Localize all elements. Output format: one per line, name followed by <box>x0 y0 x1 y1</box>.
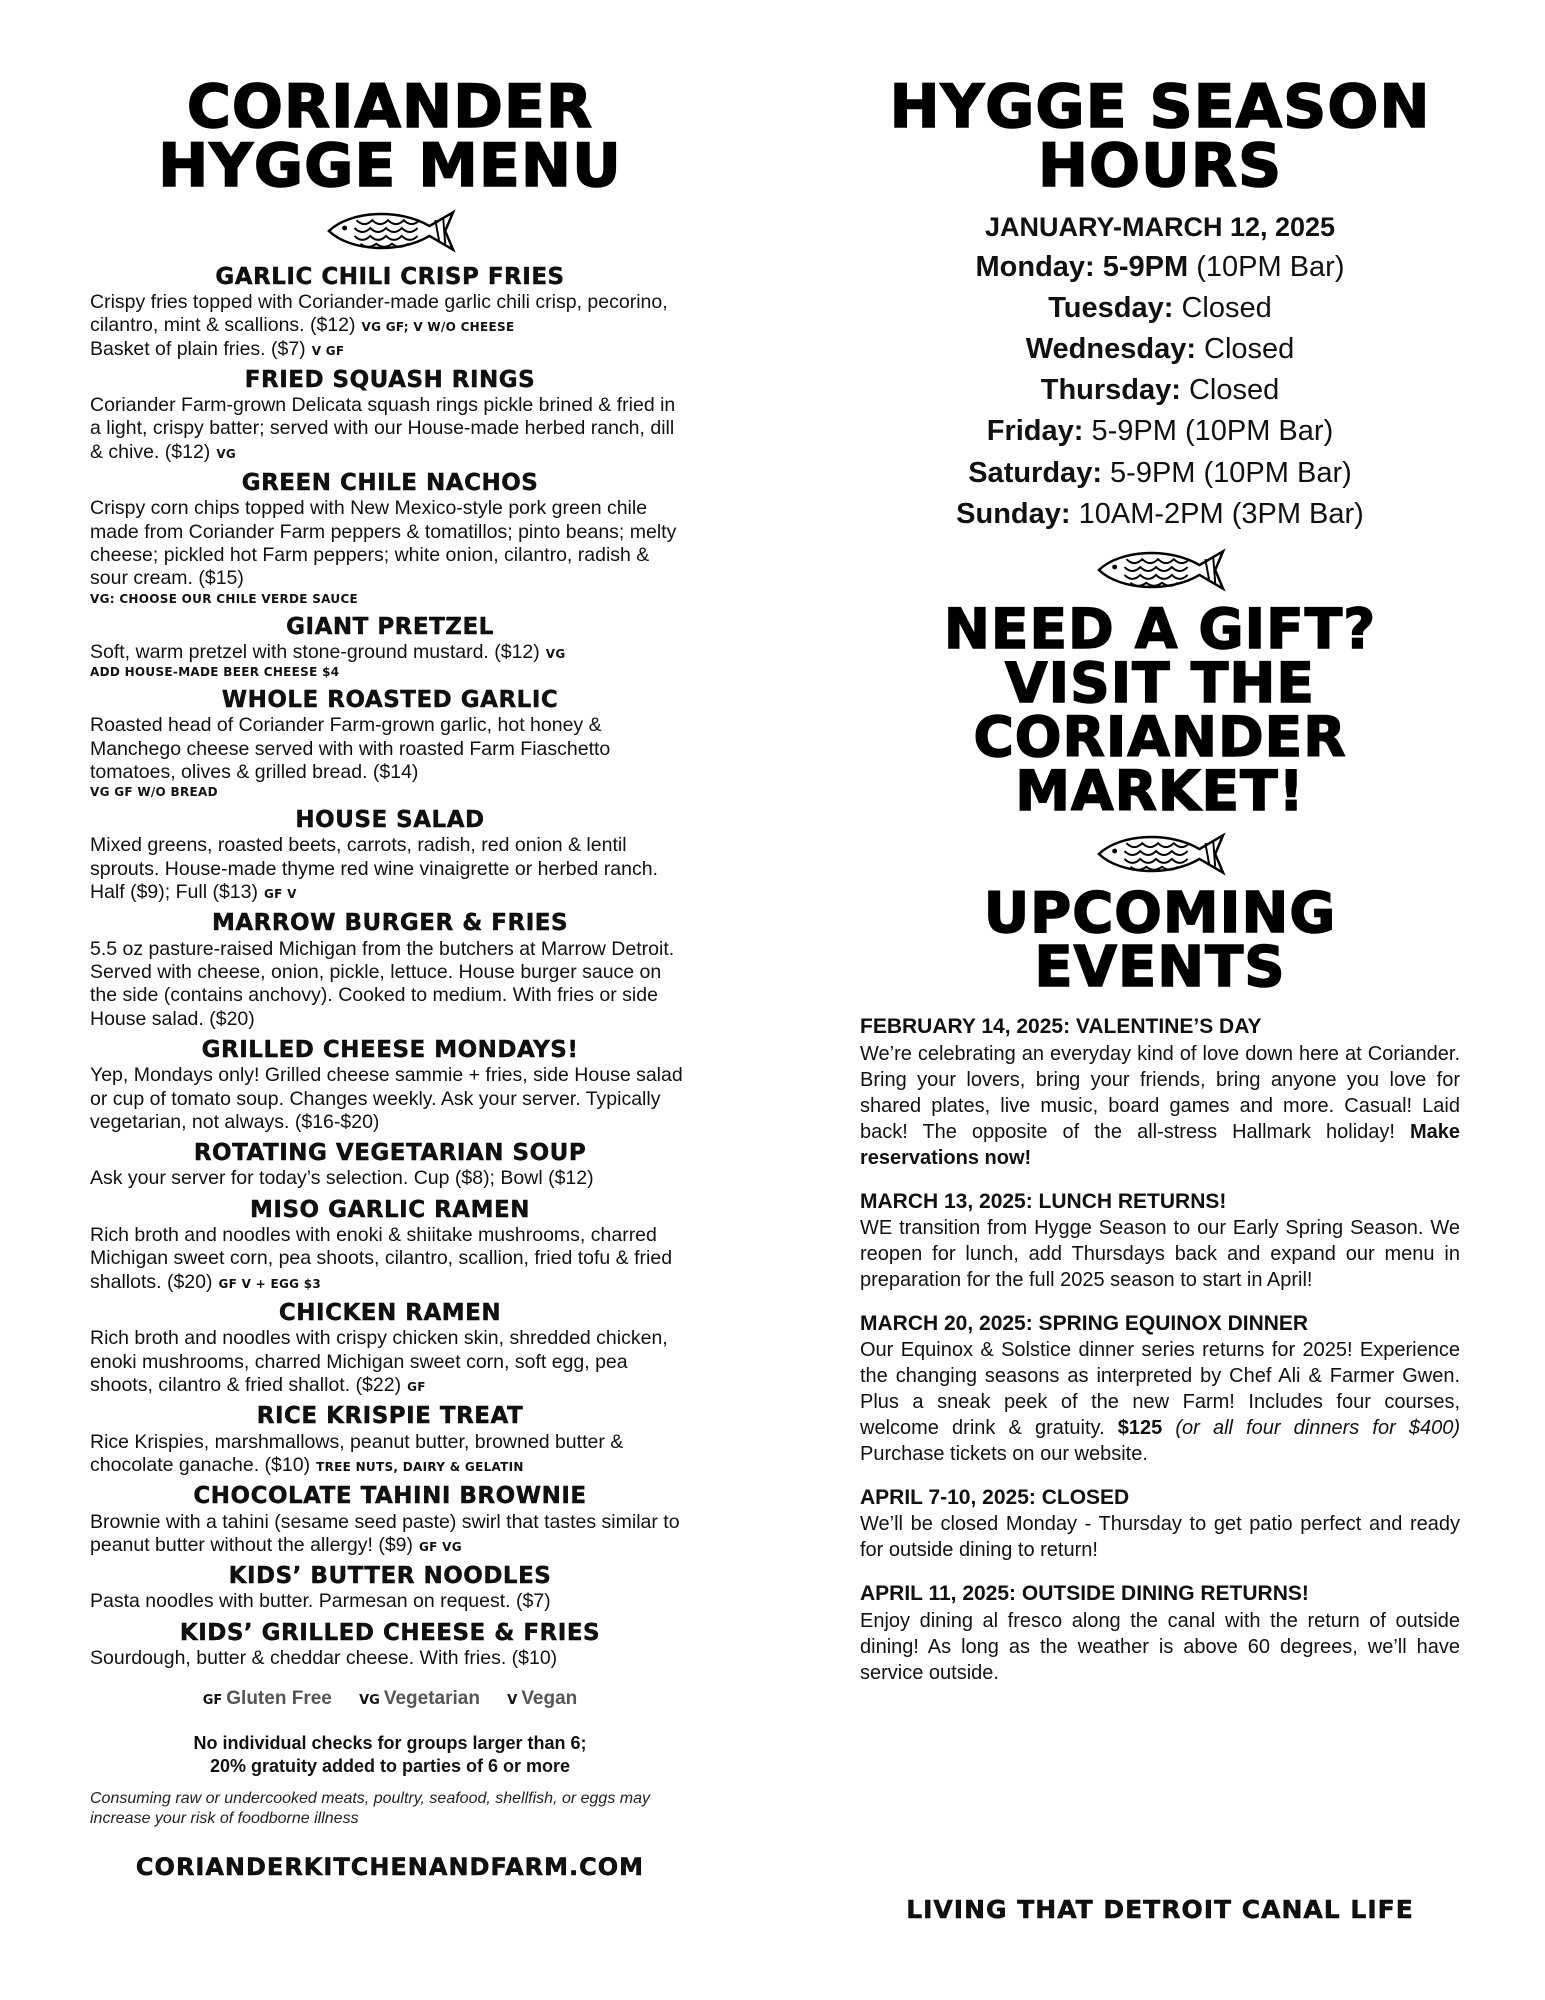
footer-slogan: LIVING THAT DETROIT CANAL LIFE <box>906 1895 1414 1924</box>
menu-item-tag: VG GF; V W/O CHEESE <box>361 320 515 335</box>
menu-item-description: Brownie with a tahini (sesame seed paste) swirl that tastes similar to peanut butter without the allergy! ($9) GF VG <box>90 1510 680 1556</box>
menu-item <box>90 1140 690 1191</box>
menu-item <box>90 367 690 464</box>
event-entry <box>860 1311 1460 1467</box>
hours-block <box>860 208 1460 535</box>
menu-item-description: Ask your server for today’s selection. Cup ($8); Bowl ($12) <box>90 1167 594 1190</box>
menu-item-name: WHOLE ROASTED GARLIC <box>221 686 559 713</box>
menu-item-description: Rich broth and noodles with crispy chicken skin, shredded chicken, enoki mushrooms, charred Michigan sweet corn, soft egg, pea shoots, cilantro & fried shallot. ($22) GF <box>90 1327 668 1397</box>
diet-legend <box>90 1688 690 1710</box>
info-column <box>860 72 1461 1686</box>
event-heading: MARCH 13, 2025: LUNCH RETURNS! <box>860 1189 1227 1213</box>
group-policy: No individual checks for groups larger than 6; 20% gratuity added to parties of 6 or more <box>193 1733 587 1776</box>
event-entry <box>860 1581 1460 1685</box>
fish-icon <box>1091 829 1229 879</box>
menu-item-tag: GF VG <box>419 1539 462 1554</box>
menu-item <box>90 264 690 361</box>
menu-items <box>90 264 690 1671</box>
menu-item-name: GREEN CHILE NACHOS <box>241 470 539 497</box>
legend-vg-label: Vegetarian <box>383 1688 480 1710</box>
fish-icon <box>321 206 459 256</box>
menu-item-description: Yep, Mondays only! Grilled cheese sammie + fries, side House salad or cup of tomato soup. Changes weekly. Ask your server. Typically vegetarian, not always. ($16-$20) <box>90 1064 683 1133</box>
menu-item-name: MARROW BURGER & FRIES <box>211 910 569 937</box>
menu-item-name: GRILLED CHEESE MONDAYS! <box>201 1037 579 1064</box>
menu-item-name: ROTATING VEGETARIAN SOUP <box>193 1140 587 1167</box>
fish-icon <box>1091 545 1229 595</box>
menu-item-name: MISO GARLIC RAMEN <box>250 1196 530 1223</box>
menu-item-description: Crispy corn chips topped with New Mexico-style pork green chile made from Coriander Farm peppers & tomatillos; pinto beans; melty cheese; pickled hot Farm peppers; white onion, cilantro, radish & sour cream. ($15) VG: CHOOSE OUR CHILE VERDE SAUCE <box>90 497 690 607</box>
menu-item-tag: TREE NUTS, DAIRY & GELATIN <box>316 1459 524 1474</box>
events-list <box>860 1014 1460 1685</box>
event-entry <box>860 1189 1460 1293</box>
menu-item-description: Soft, warm pretzel with stone-ground mustard. ($12) VG ADD HOUSE-MADE BEER CHEESE $4 <box>90 641 690 681</box>
menu-item-description: Mixed greens, roasted beets, carrots, radish, red onion & lentil sprouts. House-made thyme red wine vinaigrette or herbed ranch. Half ($9); Full ($13) GF V <box>90 834 658 903</box>
hours-title: HYGGE SEASON HOURS <box>889 72 1431 201</box>
hours-row: Thursday: Closed <box>1040 374 1280 407</box>
legend-gf-abbr: GF <box>202 1693 223 1709</box>
menu-item <box>90 1300 690 1397</box>
menu-item-description: Coriander Farm-grown Delicata squash rings pickle brined & fried in a light, crispy batter; served with our House-made herbed ranch, dill & chive. ($12) VG <box>90 394 676 463</box>
menu-item <box>90 614 690 681</box>
event-description: WE transition from Hygge Season to our Early Spring Season. We reopen for lunch, add Thursdays back and expand our menu in preparation for the full 2025 season to start in April! <box>860 1216 1460 1291</box>
hours-row: Monday: 5-9PM (10PM Bar) <box>975 250 1345 283</box>
menu-item <box>90 1483 690 1557</box>
menu-item-name: GIANT PRETZEL <box>286 613 494 640</box>
legend-vg-abbr: VG <box>359 1693 380 1709</box>
menu-item-tag: VG <box>545 646 566 661</box>
menu-item-tag: GF <box>407 1380 426 1395</box>
menu-item <box>90 1197 690 1294</box>
legend-v-label: Vegan <box>521 1688 578 1710</box>
hours-range: JANUARY-MARCH 12, 2025 <box>984 211 1336 242</box>
event-description: Our Equinox & Solstice dinner series returns for 2025! Experience the changing seasons as interpreted by Chef Ali & Farmer Gwen. Plus a sneak peek of the new Farm! Includes four courses, welcome drink & gratuity. $125 (or all four dinners for $400) Purchase tickets on our website. <box>860 1339 1461 1465</box>
menu-item-tag: GF V <box>263 886 297 901</box>
menu-item-description: Rice Krispies, marshmallows, peanut butter, browned butter & chocolate ganache. ($10) TREE NUTS, DAIRY & GELATIN <box>90 1430 624 1476</box>
hours-row: Tuesday: Closed <box>1048 291 1272 324</box>
events-title: UPCOMING EVENTS <box>983 880 1337 1001</box>
event-entry <box>860 1485 1460 1563</box>
menu-item-description: Crispy fries topped with Coriander-made garlic chili crisp, pecorino, cilantro, mint & scallions. ($12) VG GF; V W/O CHEESE Basket of plain fries. ($7) V GF <box>90 290 668 360</box>
event-description: We’ll be closed Monday - Thursday to get patio perfect and ready for outside dining to return! <box>860 1513 1460 1562</box>
menu-item-note: VG: CHOOSE OUR CHILE VERDE SAUCE <box>90 591 359 606</box>
menu-item <box>90 1563 690 1614</box>
menu-item <box>90 1620 690 1671</box>
hours-row: Wednesday: Closed <box>1025 333 1295 366</box>
event-heading: APRIL 11, 2025: OUTSIDE DINING RETURNS! <box>860 1582 1309 1606</box>
menu-item-note: VG GF W/O BREAD <box>90 785 218 800</box>
event-description: We’re celebrating an everyday kind of love down here at Coriander. Bring your lovers, bring your friends, bring anyone you love for shared plates, live music, board games and more. Casual! Laid back! The opposite of the all-stress Hallmark holiday! Make reservations now! <box>860 1042 1460 1169</box>
menu-item-name: FRIED SQUASH RINGS <box>244 366 536 393</box>
menu-title: CORIANDER HYGGE MENU <box>158 72 622 201</box>
hours-row: Saturday: 5-9PM (10PM Bar) <box>968 456 1352 489</box>
hours-row: Friday: 5-9PM (10PM Bar) <box>986 415 1334 448</box>
menu-item-name: KIDS’ BUTTER NOODLES <box>228 1563 552 1590</box>
event-heading: APRIL 7-10, 2025: CLOSED <box>860 1486 1130 1509</box>
menu-item-name: CHICKEN RAMEN <box>278 1300 502 1327</box>
legend-v-abbr: V <box>507 1693 518 1709</box>
menu-item-description: Sourdough, butter & cheddar cheese. With fries. ($10) <box>90 1646 558 1669</box>
menu-item-name: KIDS’ GRILLED CHEESE & FRIES <box>179 1619 601 1646</box>
menu-item-name: RICE KRISPIE TREAT <box>256 1403 524 1430</box>
gift-callout: NEED A GIFT? VISIT THE CORIANDER MARKET! <box>943 596 1377 823</box>
health-warning: Consuming raw or undercooked meats, poultry, seafood, shellfish, or eggs may increase your risk of foodborne illness <box>90 1790 650 1828</box>
menu-item-name: CHOCOLATE TAHINI BROWNIE <box>193 1483 587 1510</box>
menu-item <box>90 687 690 801</box>
menu-item-tag: GF V + EGG $3 <box>218 1276 322 1291</box>
menu-item-description: Roasted head of Coriander Farm-grown garlic, hot honey & Manchego cheese served with with roasted Farm Fiaschetto tomatoes, olives & grilled bread. ($14) VG GF W/O BREAD <box>90 714 690 801</box>
event-entry <box>860 1014 1460 1170</box>
event-heading: MARCH 20, 2025: SPRING EQUINOX DINNER <box>860 1311 1309 1335</box>
menu-item <box>90 807 690 904</box>
menu-item-name: GARLIC CHILI CRISP FRIES <box>215 263 565 290</box>
event-description: Enjoy dining al fresco along the canal with the return of outside dining! As long as the weather is above 60 degrees, we’ll have service outside. <box>860 1609 1460 1684</box>
menu-item-tag: VG <box>216 446 237 461</box>
menu-item <box>90 1403 690 1477</box>
menu-item-name: HOUSE SALAD <box>295 807 485 834</box>
menu-item-note: ADD HOUSE-MADE BEER CHEESE $4 <box>90 665 340 680</box>
menu-item-description: Pasta noodles with butter. Parmesan on request. ($7) <box>90 1590 551 1613</box>
menu-item-description: 5.5 oz pasture-raised Michigan from the butchers at Marrow Detroit. Served with cheese, onion, pickle, lettuce. House burger sauce on the side (contains anchovy). Cooked to medium. With fries or side House salad. ($20) <box>90 937 675 1030</box>
menu-column <box>90 72 690 1882</box>
menu-item <box>90 1037 690 1134</box>
menu-item <box>90 470 690 607</box>
website-link[interactable]: CORIANDERKITCHENANDFARM.COM <box>135 1853 645 1882</box>
menu-item-description: Rich broth and noodles with enoki & shiitake mushrooms, charred Michigan sweet corn, pea shoots, cilantro, scallion, fried tofu & fried shallots. ($20) GF V + EGG $3 <box>90 1224 673 1293</box>
menu-item-tag: V GF <box>311 343 345 358</box>
event-heading: FEBRUARY 14, 2025: VALENTINE’S DAY <box>860 1015 1262 1039</box>
hours-row: Sunday: 10AM-2PM (3PM Bar) <box>956 497 1364 530</box>
legend-gf-label: Gluten Free <box>226 1688 332 1710</box>
menu-item <box>90 910 690 1031</box>
